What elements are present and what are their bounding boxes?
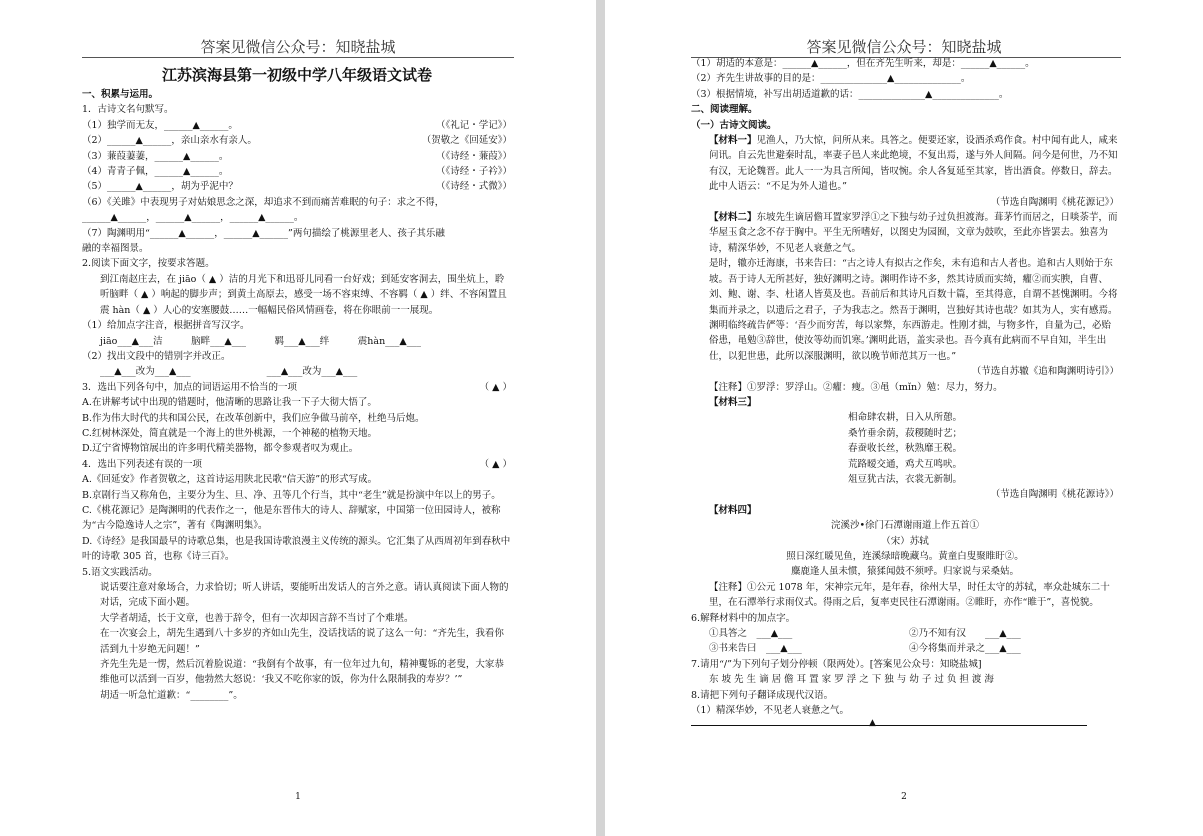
dictation-item: （5）______▲______，胡为乎泥中？ （《诗经・式微》） [82,179,512,194]
answer-mark: （ ▲ ） [479,381,512,393]
answer-row: ③书来告曰 ___▲___ ④今将集而并录之___▲___ [709,643,1021,655]
sentence-to-divide: 东 坡 先 生 谪 居 儋 耳 置 家 罗 浮 之 下 独 与 幼 子 过 负 担 渡 海 [709,674,994,686]
poem-line: 俎豆犹古法，衣裳无新制。 [847,473,962,485]
dictation-source: （《诗经・蒹葭》） [435,150,512,162]
material-label: 【材料三】 [709,396,757,408]
answer-rule [691,725,1087,726]
option: D.辽宁省博物馆展出的许多明代精美器物，都令参观者叹为观止。 [82,443,359,455]
page-header: 答案见微信公众号：知晓盐城 [200,38,396,56]
question-text: （2）齐先生讲故事的目的是：______________▲______________。 [691,73,971,85]
material-source: （节选自苏辙《追和陶渊明诗引》） [971,366,1119,378]
annotation: 【注释】①公元 1078 年，宋神宗元年，是年春，徐州大旱，时任太守的苏轼，率众赴城东二十里，在石潭举行求雨仪式。得雨之后，复率吏民往石潭谢雨。②睢盱，亦作“睢于”，喜悦貌。 [709,581,1110,609]
question-2: 2.阅读下面文字，按要求答题。 [82,258,215,270]
page-gap [596,0,605,836]
material-1: 【材料一】见渔人，乃大惊，问所从来。具答之。便要还家，设酒杀鸡作食。村中闻有此人，咸来问讯。自云先世避秦时乱，率妻子邑人来此绝境，不复出焉，遂与外人间隔。问今是何世，乃不知有汉，无论魏晋。此人一一为具言所闻，皆叹惋。余人各复延至其家，皆出酒食。停数日，辞去。此中人语云：“不足为外人道也。” [709,135,1118,193]
question-6: 6.解释材料中的加点字。 [691,612,796,624]
answer-line [691,718,1119,733]
dictation-item: （1）独学而无友，______▲______。 （《礼记・学记》） [82,118,512,133]
option: D.《诗经》是我国最早的诗歌总集，也是我国诗歌浪漫主义传统的源头。它汇集了从西周初年到春秋中叶的诗歌 305 首，也称《诗三百》。 [82,535,511,563]
section-heading: 一、积累与运用。 [82,89,159,100]
poem-title: 浣溪沙•徐门石潭谢雨道上作五首① [830,520,980,532]
option: A.《回延安》作者贺敬之，这首诗运用陕北民歌“信天游”的形式写成。 [82,474,378,486]
question-8: 8.请把下列句子翻译成现代汉语。 [691,689,834,701]
question-text: （2）找出文段中的错别字并改正。 [82,350,231,362]
question-text: （1）胡适的本意是：______▲______，但在齐先生听来，却是：______▲______。 [691,58,1035,69]
answer-mark: （ ▲ ） [479,458,512,470]
dictation-source: （《诗经・式微》） [435,181,512,193]
paragraph: 大学者胡适，长于文章，也善于辞令，但有一次却因言辞不当讨了个难堪。 [100,612,414,624]
question-5: 5.语文实践活动。 [82,566,158,578]
paragraph: 齐先生先是一愣，然后沉着脸说道：“我倒有个故事，有一位年过九旬，精神矍铄的老叟，大家恭维他可以活到一百岁，他勃然大怒说：‘我又不吃你家的饭，你为什么限制我的寿岁？’” [100,659,504,686]
option: A.在讲解考试中出现的错题时，他清晰的思路让我一下子大彻大悟了。 [82,397,377,409]
option: B.作为伟大时代的共和国公民，在改革创新中，我们应争做马前卒，杜绝马后炮。 [82,412,425,424]
poem-line: 春蚕收长丝，秋熟靡王税。 [847,443,962,455]
poem-author: （宋）苏轼 [881,535,929,547]
reading-passage: 到江南赵庄去，在 jiāo（ ▲ ）洁的月光下和迅哥儿同看一台好戏；到延安客洞去，围坐炕上，聆听脑畔（ ▲ ）响起的脚步声；到黄土高原去，感受一场不容束缚、不容羁（ ▲ ）绊、不容闲置且震 hàn（ ▲ ）人心的安塞腰鼓……一幅幅民俗风情画卷，将在你眼前一一展现。 [100,273,507,316]
question-text: （1）给加点字注音，根据拼音写汉字。 [82,320,250,332]
header-rule [82,57,514,58]
question-text: （1）精深华妙，不见老人衰惫之气。 [691,705,850,717]
answer-mark: ▲ [869,718,876,729]
material-2-cont: 是时，辙亦迁海康，书来告曰：“古之诗人有拟古之作矣，未有追和古人者也。追和古人则始于东坡。吾于诗人无所甚好，独好渊明之诗。渊明作诗不多，然其诗质而实绮，癯②而实腴，自曹、刘、鲍、谢、李、杜诸人皆莫及也。吾前后和其诗凡百数十篇，至其得意，自谓不甚愧渊明。今将集而并录之，以遗后之君子，子为我志之。然吾于渊明，岂独好其诗也哉？如其为人，实有感焉。渊明临终疏告俨等：‘吾少而穷苦，每以家弊，东西游走。性刚才拙，与物多忤，自量为己，必贻俗患，黾勉③辞世，使汝等幼而饥寒。’渊明此语，盖实录也。吾今真有此病而不早自知，半生出仕，以犯世患，此所以深服渊明，欲以晚节师范其万一也。” [709,258,1118,362]
poem-line: 照日深红暖见鱼，连溪绿暗晚藏乌。黄童白叟聚睢盱②。 [786,551,1024,562]
question-7: 7.请用“/”为下列句子划分停顿（限两处）。[答案见公众号：知晓盐城] [691,658,982,670]
poem-line: 荒路暧交通，鸡犬互鸣吠。 [847,458,962,470]
paragraph: 在一次宴会上，胡先生遇到八十多岁的齐如山先生，没话找话的说了这么一句：“齐先生，我看你活到九十岁绝无问题！” [100,628,504,655]
poem-line: 桑竹垂余荫，菽稷随时艺； [847,427,962,439]
answer-blanks: ______▲______，______▲______，______▲______。 [82,212,304,224]
page-2 [605,0,1203,836]
page-number: 1 [295,792,301,802]
question-text: 融的幸福图景。 [82,243,149,255]
material-2: 【材料二】东坡先生谪居儋耳置家罗浮①之下独与幼子过负担渡海。葺茅竹而居之，日啖荼芋，而华屋玉食之念不存于胸中。平生无所嗜好，以图史为园囿，文章为鼓吹，至此亦皆罢去。独喜为诗，精深华妙，不见老人衰惫之气。 [709,212,1118,254]
paragraph: 说话要注意对象场合，力求恰切；听人讲话，要能听出发话人的言外之意。请认真阅读下面人物的对话，完成下面小题。 [100,582,509,609]
question-text: （7）陶渊明用“______▲______，______▲______”两句描绘了桃源里老人、孩子其乐融 [82,227,445,239]
dictation-source: （《诗经・子衿》） [435,166,512,178]
dictation-item: （2）______▲______，亲山亲水有亲人。 （贺敬之《回延安》） [82,133,512,148]
option: C.《桃花源记》是陶渊明的代表作之一，他是东晋伟大的诗人、辞赋家，中国第一位田园诗人，被称为“古今隐逸诗人之宗”，著有《陶渊明集》。 [82,504,501,532]
material-label: 【材料四】 [709,504,757,516]
section-heading: 二、阅读理解。 [691,104,758,116]
question-3: 3．选出下列各句中，加点的词语运用不恰当的一项 （ ▲ ） [82,380,512,395]
option: C.红树林深处，简直就是一个海上的世外桃源，一个神秘的植物天地。 [82,427,377,439]
page-number: 2 [901,792,907,802]
answer-blanks: jiāo___▲___洁 脑畔___▲___ 羁___▲___绊 震hàn___▲___ [100,335,421,347]
page-1 [0,0,596,836]
dictation-source: （贺敬之《回延安》） [421,135,512,147]
question-text: （6）《关雎》中表现男子对姑娘思念之深，却追求不到而痛苦难眠的句子：求之不得， [82,196,445,208]
question-1: 1．古诗文名句默写。 [82,104,174,116]
dictation-item: （3）蒹葭萋萋，______▲______。 （《诗经・蒹葭》） [82,149,512,164]
option: B.京剧行当又称角色，主要分为生、旦、净、丑等几个行当，其中“老生”就是扮演中年以上的男子。 [82,489,501,501]
question-4: 4．选出下列表述有误的一项 （ ▲ ） [82,457,512,472]
annotation: 【注释】①罗浮：罗浮山。②癯：瘦。③黾（mǐn）勉：尽力，努力。 [709,381,1003,393]
answer-row: ①具答之 ___▲___ ②乃不知有汉 ___▲___ [709,628,1021,640]
material-source: （节选自陶渊明《桃花源诗》） [990,489,1119,501]
poem-line: 麋鹿逢人虽未惯，猿猱闻鼓不须呼。归家说与采桑姑。 [790,566,1019,578]
poem-line: 相命肆农耕，日入从所憩。 [847,412,962,424]
dictation-item: （4）青青子佩，______▲______。 （《诗经・子衿》） [82,164,512,179]
exam-title: 江苏滨海县第一初级中学八年级语文试卷 [161,66,432,84]
answer-blanks: ___▲___改为___▲___ ___▲___改为___▲___ [100,366,358,378]
paragraph: 胡适一听急忙道歉：“________”。 [100,689,243,701]
question-text: （3）根据情境，补写出胡适道歉的话：______________▲______________。 [691,88,1009,100]
page-header: 答案见微信公众号：知晓盐城 [806,38,1002,56]
dictation-source: （《礼记・学记》） [435,119,512,131]
material-source: （节选自陶渊明《桃花源记》） [990,196,1119,208]
subsection-heading: （一）古诗文阅读。 [691,119,777,131]
